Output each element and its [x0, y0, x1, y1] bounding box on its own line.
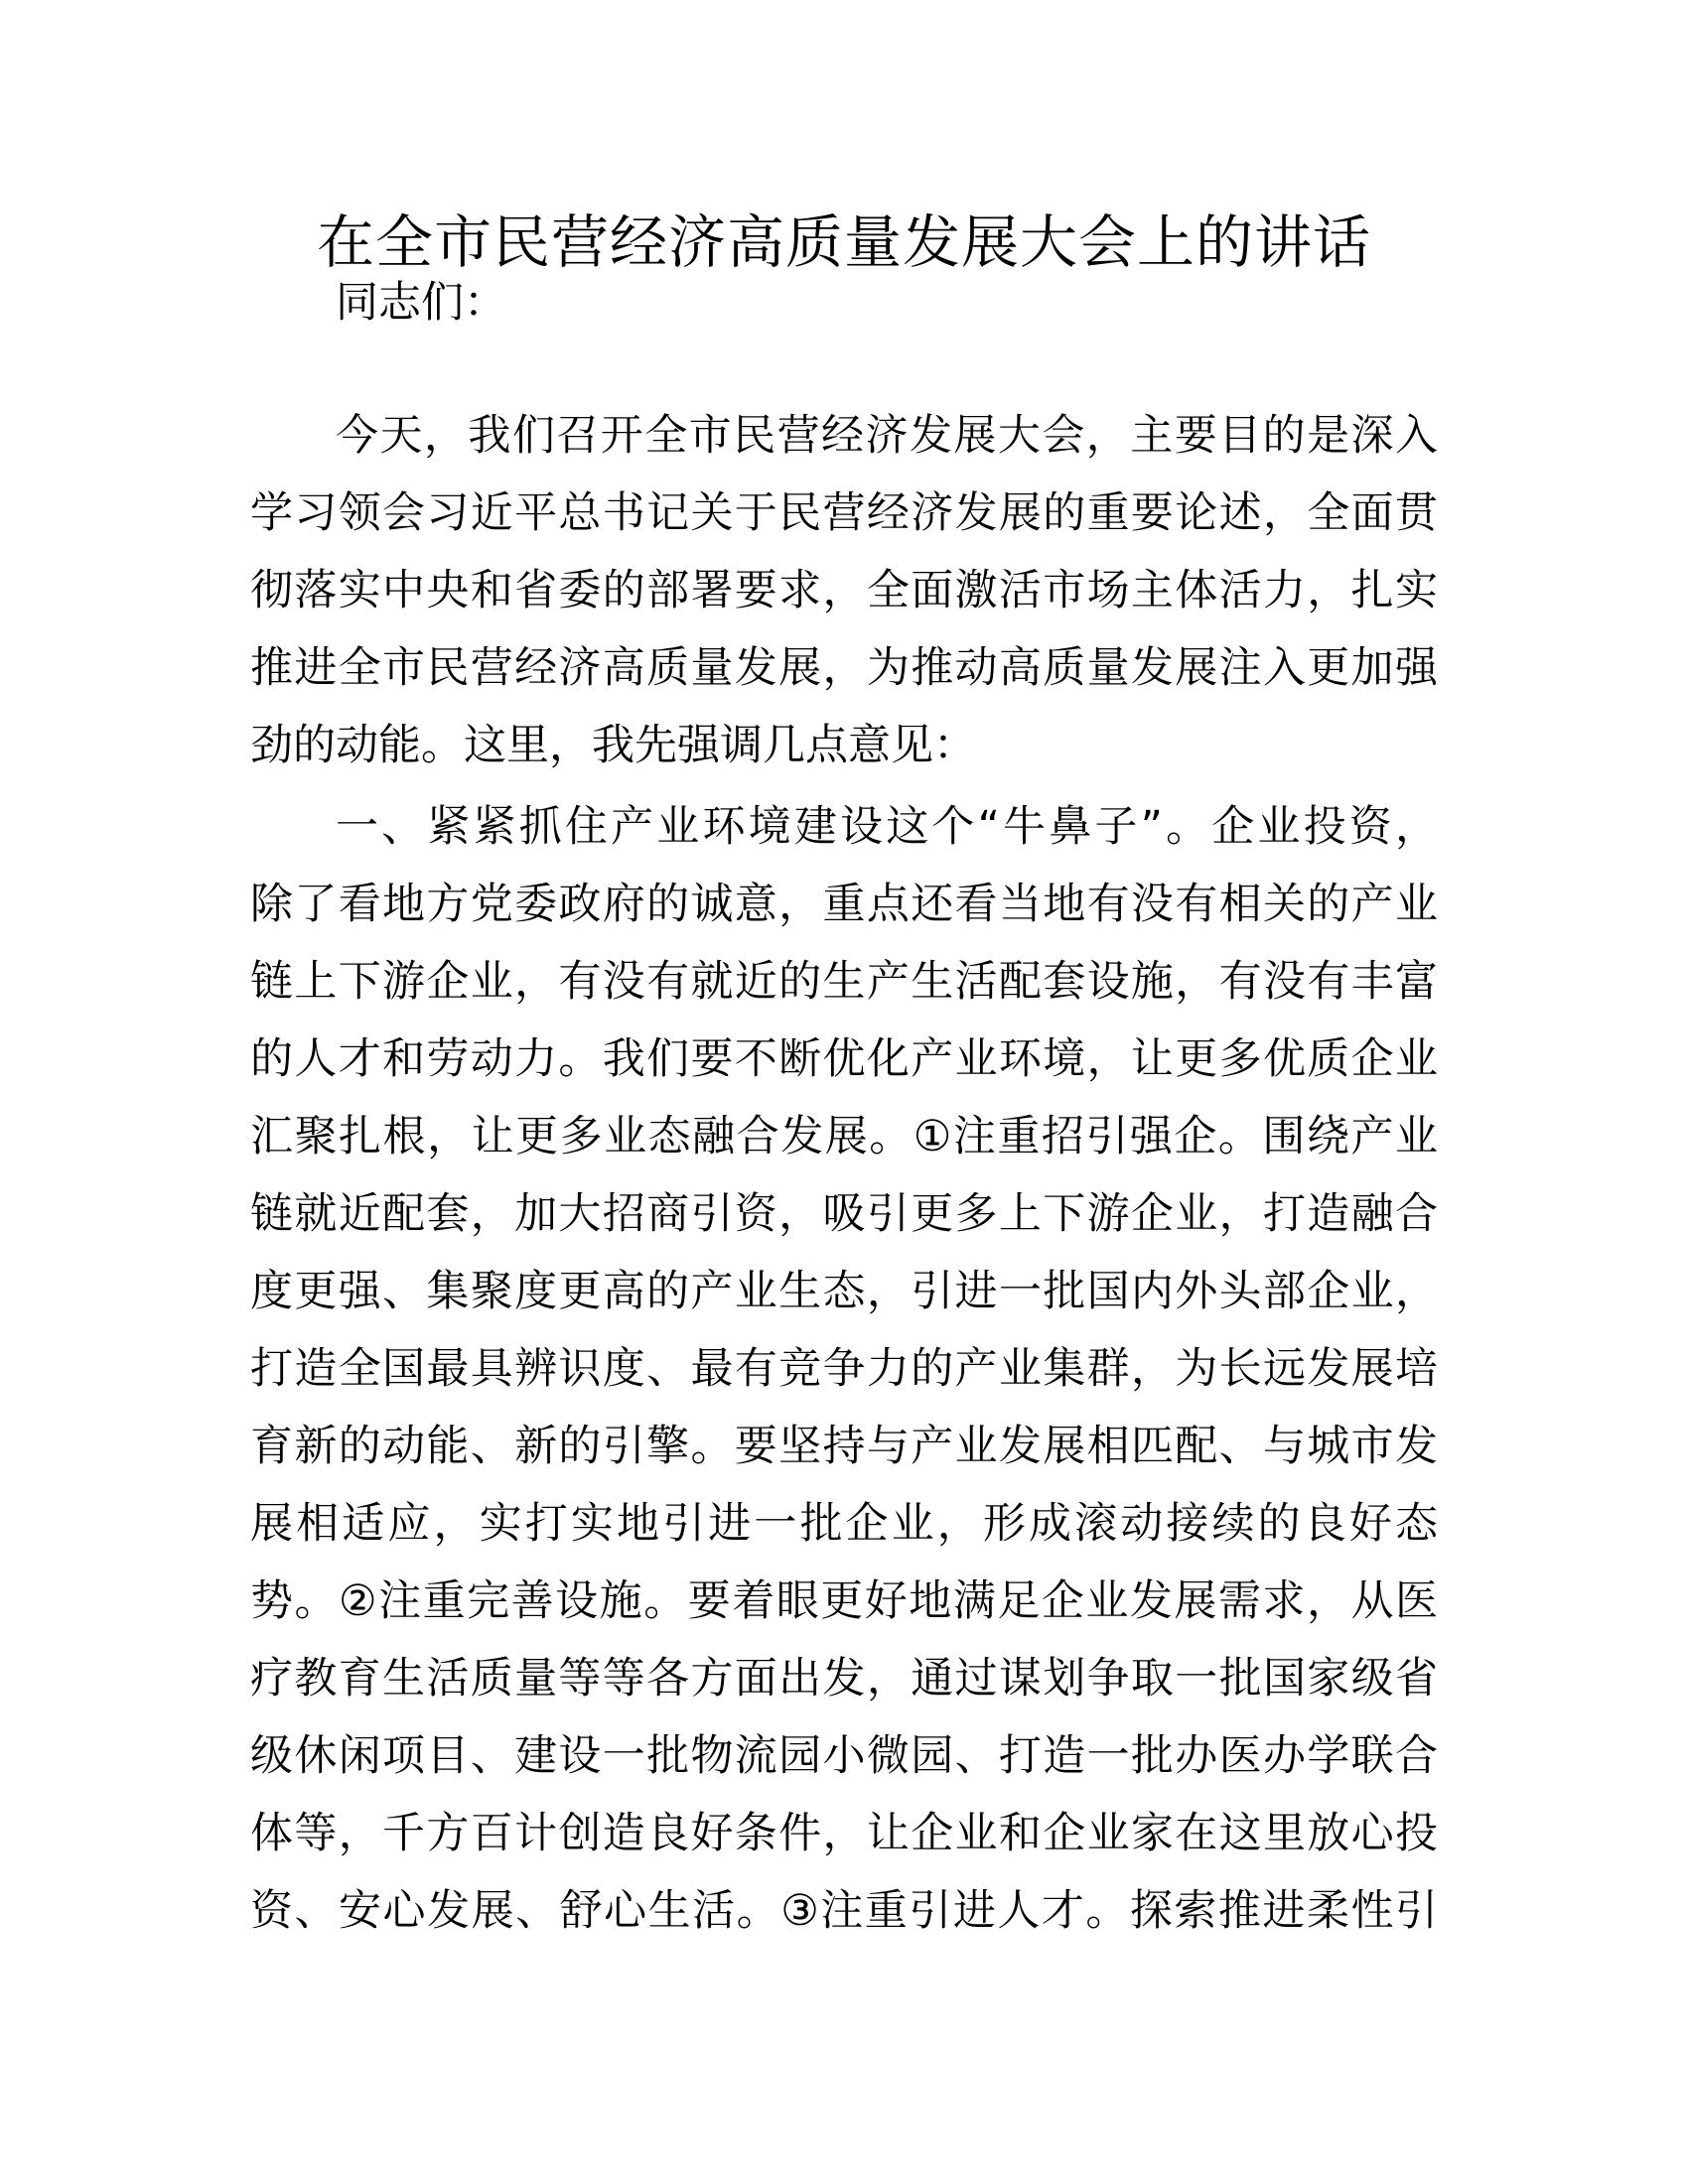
salutation: 同志们：	[336, 278, 506, 328]
paragraph-line: 一、紧紧抓住产业环境建设这个“牛鼻子”。企业投资，	[336, 802, 1438, 852]
paragraph-opening	[250, 397, 1438, 784]
paragraph-line: 资、安心发展、舒心生活。③注重引进人才。探索推进柔性引	[250, 1886, 1438, 1936]
paragraph-line: 链就近配套，加大招商引资，吸引更多上下游企业，打造融合	[250, 1189, 1438, 1239]
paragraph-line: 除了看地方党委政府的诚意，重点还看当地有没有相关的产业	[250, 880, 1438, 929]
paragraph-line: 彻落实中央和省委的部署要求，全面激活市场主体活力，扎实	[250, 566, 1438, 615]
paragraph-line: 的人才和劳动力。我们要不断优化产业环境，让更多优质企业	[250, 1034, 1438, 1084]
paragraph-line: 展相适应，实打实地引进一批企业，形成滚动接续的良好态	[250, 1499, 1438, 1549]
document-title: 在全市民营经济高质量发展大会上的讲话	[316, 208, 1371, 276]
paragraph-line: 势。②注重完善设施。要着眼更好地满足企业发展需求，从医	[250, 1576, 1438, 1626]
paragraph-line: 度更强、集聚度更高的产业生态，引进一批国内外头部企业，	[250, 1267, 1438, 1316]
paragraph-section-one	[250, 788, 1438, 1950]
paragraph-line: 育新的动能、新的引擎。要坚持与产业发展相匹配、与城市发	[250, 1422, 1438, 1471]
paragraph-line: 学习领会习近平总书记关于民营经济发展的重要论述，全面贯	[250, 488, 1438, 538]
paragraph-line: 今天，我们召开全市民营经济发展大会，主要目的是深入	[336, 411, 1438, 461]
paragraph-line: 劲的动能。这里，我先强调几点意见：	[250, 721, 976, 770]
paragraph-line: 级休闲项目、建设一批物流园小微园、打造一批办医办学联合	[250, 1731, 1438, 1781]
paragraph-line: 打造全国最具辨识度、最有竞争力的产业集群，为长远发展培	[250, 1344, 1438, 1394]
paragraph-line: 疗教育生活质量等等各方面出发，通过谋划争取一批国家级省	[250, 1654, 1438, 1704]
paragraph-line: 汇聚扎根，让更多业态融合发展。①注重招引强企。围绕产业	[250, 1112, 1438, 1161]
paragraph-line: 链上下游企业，有没有就近的生产生活配套设施，有没有丰富	[250, 957, 1438, 1007]
paragraph-line: 推进全市民营经济高质量发展，为推动高质量发展注入更加强	[250, 643, 1438, 693]
paragraph-line: 体等，千方百计创造良好条件，让企业和企业家在这里放心投	[250, 1809, 1438, 1858]
